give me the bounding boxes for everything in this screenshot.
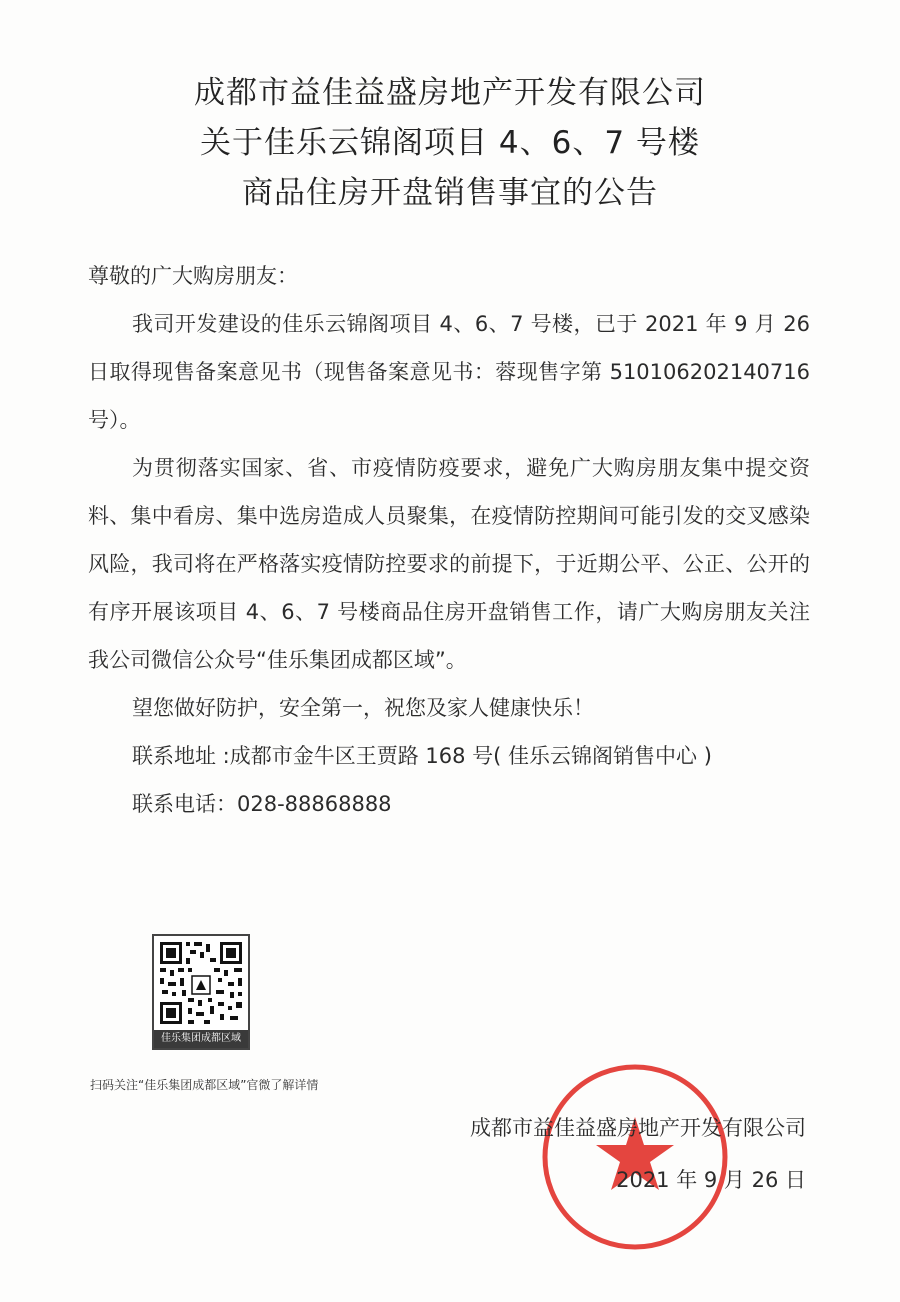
paragraph-certificate: 我司开发建设的佳乐云锦阁项目 4、6、7 号楼，已于 2021 年 9 月 26 日取得现售备案意见书（现售备案意见书：蓉现售字第 510106202140716 号）。	[88, 312, 810, 432]
signature-date: 2021 年 9 月 26 日	[616, 1168, 806, 1192]
company-seal-icon	[540, 1062, 730, 1252]
title-line-2: 关于佳乐云锦阁项目 4、6、7 号楼	[200, 125, 700, 161]
announcement-body	[88, 252, 810, 828]
wechat-qr-code[interactable]	[152, 934, 250, 1050]
title-line-1: 成都市益佳益盛房地产开发有限公司	[194, 75, 706, 111]
document-title	[0, 68, 900, 218]
contact-phone: 联系电话：028-88868888	[132, 792, 392, 816]
paragraph-wishes: 望您做好防护，安全第一，祝您及家人健康快乐！	[132, 696, 594, 720]
salutation: 尊敬的广大购房朋友：	[88, 264, 298, 288]
qr-code-caption: 扫码关注“佳乐集团成都区域”官微了解详情	[90, 1078, 319, 1092]
paragraph-epidemic: 为贯彻落实国家、省、市疫情防疫要求，避免广大购房朋友集中提交资料、集中看房、集中选房造成人员聚集，在疫情防控期间可能引发的交叉感染风险，我司将在严格落实疫情防控要求的前提下，于近期公平、公正、公开的有序开展该项目 4、6、7 号楼商品住房开盘销售工作，请广大购房朋友关注我公司微信公众号“佳乐集团成都区域”。	[88, 456, 810, 672]
qr-code-icon	[154, 936, 248, 1030]
signature-company: 成都市益佳益盛房地产开发有限公司	[470, 1116, 806, 1140]
title-line-3: 商品住房开盘销售事宜的公告	[242, 175, 658, 211]
qr-code-label: 佳乐集团成都区域	[154, 1030, 248, 1048]
contact-address: 联系地址 :成都市金牛区王贾路 168 号( 佳乐云锦阁销售中心 )	[132, 744, 712, 768]
